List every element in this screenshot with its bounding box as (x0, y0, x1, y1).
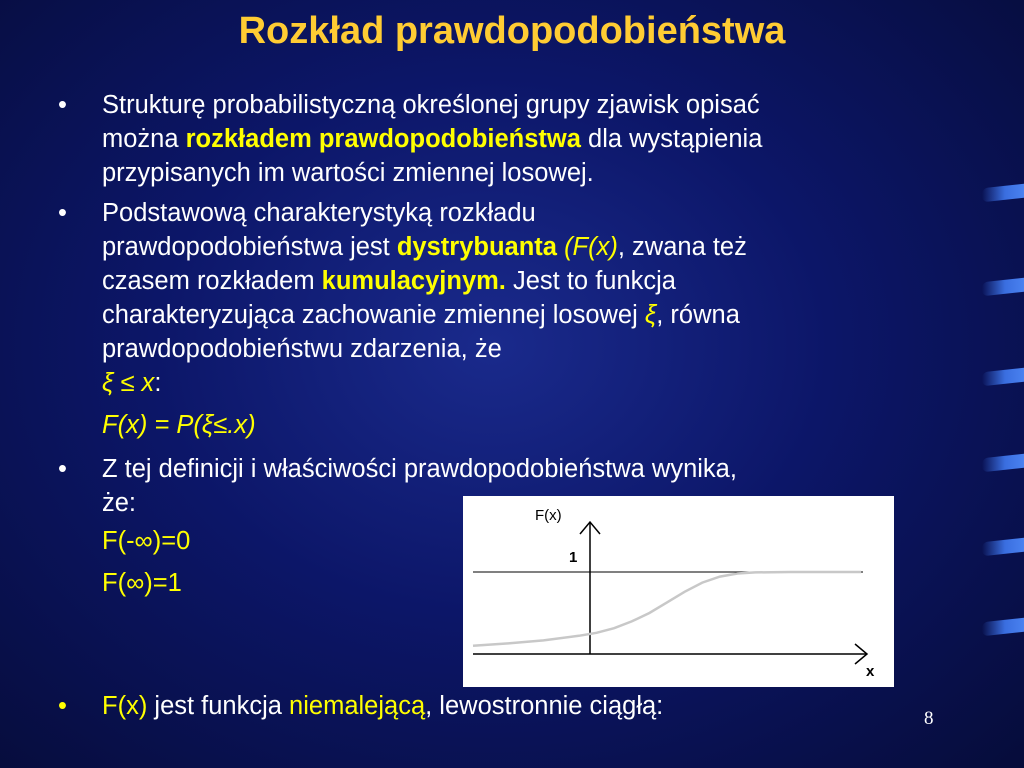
cdf-curve (473, 572, 861, 646)
colon: : (154, 369, 162, 397)
xi-symbol: ξ (644, 301, 657, 329)
highlight-term: dystrybuanta (396, 233, 557, 261)
bullet-dot: • (58, 455, 67, 483)
formula-condition (102, 366, 161, 400)
highlight-term: niemalejącą (289, 692, 426, 720)
formula-inline: (F(x) (556, 233, 618, 261)
decorative-stroke (982, 278, 1024, 296)
bullet-2-line-5: prawdopodobieństwu zdarzenia, że (102, 335, 502, 363)
bullet-2-line-3 (102, 264, 1002, 298)
decorative-stroke (982, 618, 1024, 636)
y-axis-label: F(x) (535, 507, 562, 524)
decorative-stroke (982, 538, 1024, 556)
text: charakteryzująca zachowanie zmiennej losowej (102, 301, 645, 329)
text: Jest to funkcja (505, 267, 676, 295)
bullet-3-line-1: Z tej definicji i właściwości prawdopodobieństwa wynika, (102, 455, 737, 483)
cdf-chart-svg (463, 496, 894, 687)
y-tick-label: 1 (569, 549, 578, 566)
text: , równa (656, 301, 740, 329)
slide-title: Rozkład prawdopodobieństwa (238, 10, 786, 52)
decorative-stroke (982, 184, 1024, 202)
x-axis-label: x (866, 663, 875, 680)
decorative-stroke (982, 454, 1024, 472)
text: , zwana też (617, 233, 747, 261)
limit-minus-infinity: F(-∞)=0 (102, 527, 191, 555)
formula-definition: F(x) = P(ξ≤.x) (102, 411, 256, 439)
condition-expression: ξ ≤ x (102, 369, 155, 397)
limit-plus-infinity: F(∞)=1 (102, 569, 182, 597)
bullet-dot: • (58, 91, 67, 119)
bullet-2-line-4 (102, 298, 1002, 332)
text: jest funkcja (147, 692, 290, 720)
text: czasem rozkładem (102, 267, 322, 295)
text: , lewostronnie ciągłą: (425, 692, 664, 720)
bullet-1-line-2 (102, 122, 1002, 156)
bullet-1-line-3: przypisanych im wartości zmiennej losowej. (102, 159, 594, 187)
page-number: 8 (924, 708, 934, 729)
text: dla wystąpienia (580, 125, 763, 153)
text: można (102, 125, 186, 153)
function-name: F(x) (102, 692, 148, 720)
text: prawdopodobieństwa jest (102, 233, 397, 261)
bullet-3-line-2: że: (102, 489, 137, 517)
bullet-dot: • (58, 199, 67, 227)
highlight-term: rozkładem prawdopodobieństwa (185, 125, 581, 153)
highlight-term: kumulacyjnym. (321, 267, 506, 295)
cdf-chart (463, 496, 894, 687)
decorative-stroke (982, 368, 1024, 386)
bullet-2-line-2 (102, 230, 1002, 264)
bullet-dot: • (58, 692, 67, 720)
bullet-2-line-1: Podstawową charakterystyką rozkładu (102, 199, 536, 227)
bullet-1-line-1: Strukturę probabilistyczną określonej grupy zjawisk opisać (102, 91, 760, 119)
